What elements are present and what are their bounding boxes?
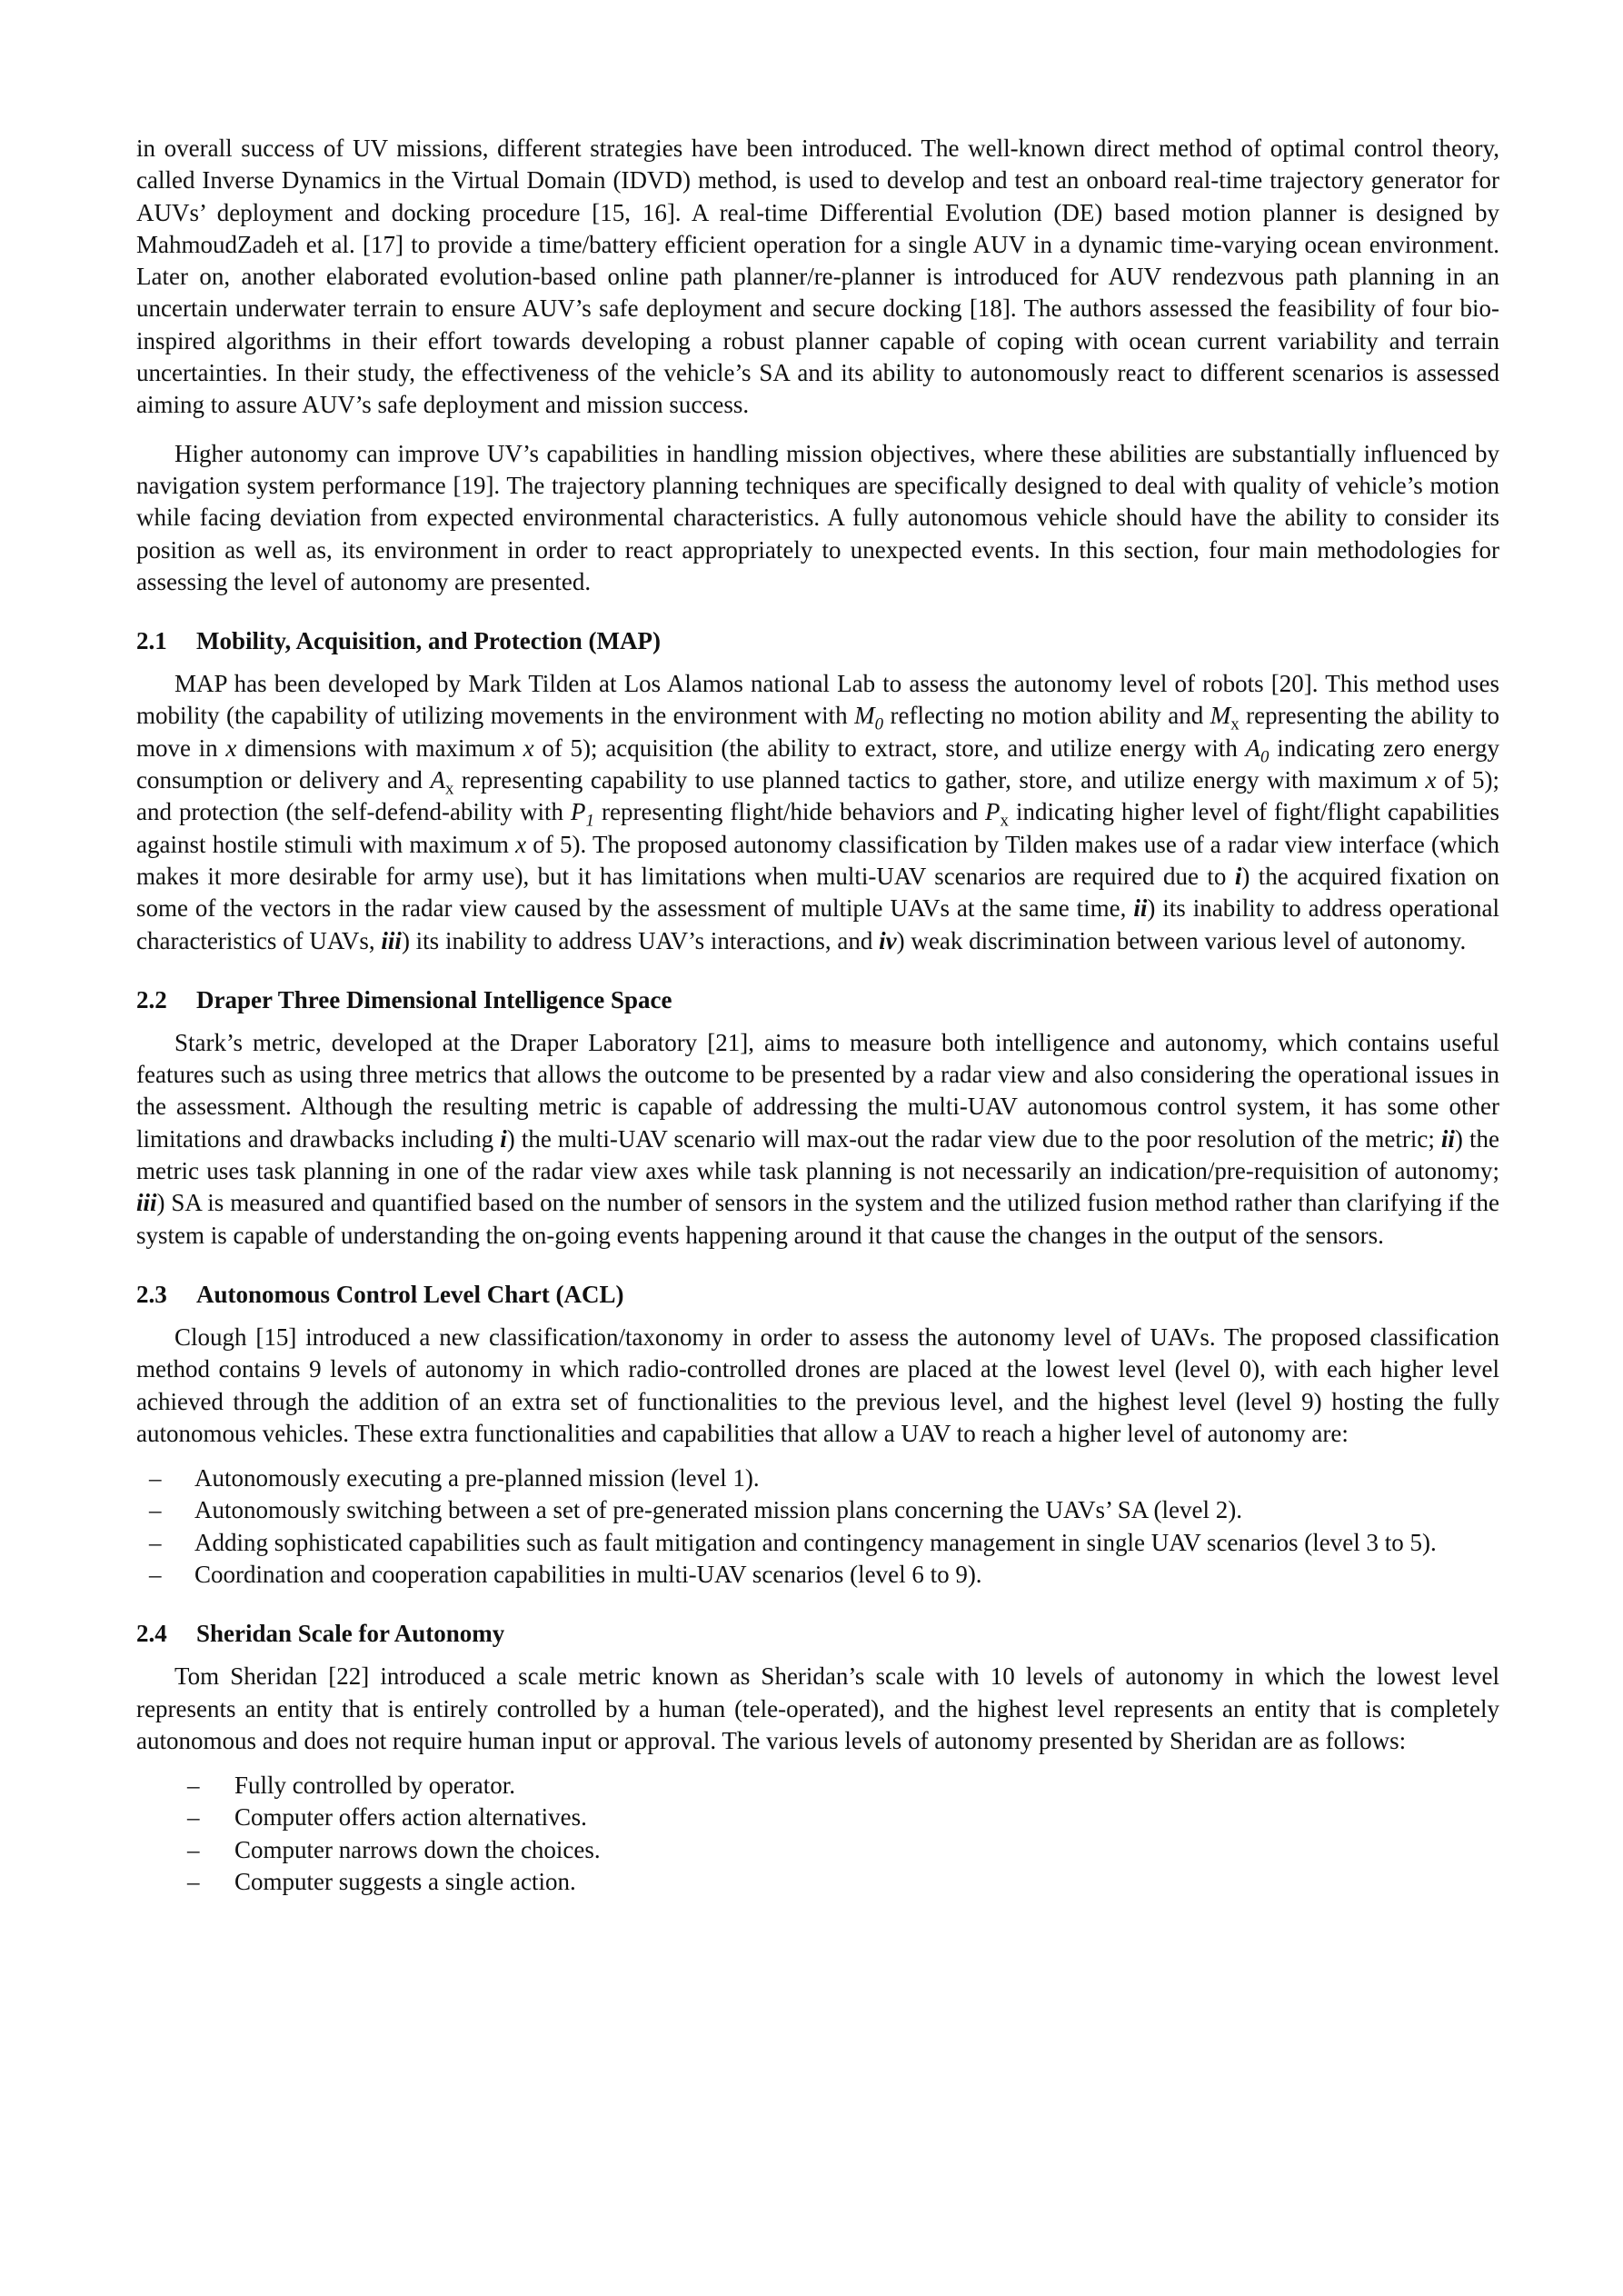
list-item: – Autonomously executing a pre-planned mission (level 1). [149,1464,760,1492]
list-item: – Computer suggests a single action. [187,1868,576,1896]
section-2-2 [136,984,1499,1252]
section-title: Autonomous Control Level Chart (ACL) [196,1280,624,1308]
section-number: 2.3 [136,1280,167,1308]
section-number: 2.4 [136,1620,167,1648]
section-heading [136,625,1499,657]
section-paragraph: Tom Sheridan [22] introduced a scale metric known as Sheridan’s scale with 10 levels of autonomy in which the lowest level represents an entity that is entirely controlled by a human (tele-operated), and the highest level represents an entity that is completely autonomous and does not require human input or approval. The various levels of autonomy presented by Sheridan are as follows: [136,1662,1499,1754]
section-title: Sheridan Scale for Autonomy [196,1620,505,1648]
section-number: 2.1 [136,627,167,655]
list-item: – Fully controlled by operator. [187,1772,515,1800]
section-title: Draper Three Dimensional Intelligence Space [196,985,672,1013]
section-2-4 [136,1618,1499,1898]
section-2-1 [136,625,1499,957]
section-heading [136,1618,1499,1650]
intro-paragraph-1: in overall success of UV missions, different strategies have been introduced. The well-known direct method of optimal control theory, called Inverse Dynamics in the Virtual Domain (IDVD) method, is used to develop and test an onboard real-time trajectory generator for AUVs’ deployment and docking procedure [15, 16]. A real-time Differential Evolution (DE) based motion planner is designed by MahmoudZadeh et al. [17] to provide a time/battery efficient operation for a single AUV in a dynamic time-varying ocean environment. Later on, another elaborated evolution-based online path planner/re-planner is introduced for AUV rendezvous path planning in an uncertain underwater terrain to ensure AUV’s safe deployment and secure docking [18]. The authors assessed the feasibility of four bio-inspired algorithms in their effort towards developing a robust planner capable of coping with ocean current variability and terrain uncertainties. In their study, the effectiveness of the vehicle’s SA and its ability to autonomously react to different scenarios is assessed aiming to assure AUV’s safe deployment and mission success. [136,135,1499,419]
bullet-list [136,1462,1499,1591]
list-item: – Autonomously switching between a set of pre-generated mission plans concerning the UAVs’ SA (level 2). [149,1496,1242,1524]
section-title: Mobility, Acquisition, and Protection (MAP) [196,627,661,655]
section-2-3 [136,1279,1499,1591]
list-item: – Computer offers action alternatives. [187,1803,587,1832]
section-heading [136,984,1499,1016]
list-item: – Adding sophisticated capabilities such as fault mitigation and contingency management in single UAV scenarios (level 3 to 5). [149,1528,1437,1556]
section-paragraph: Clough [15] introduced a new classification/taxonomy in order to assess the autonomy level of UAVs. The proposed classification method contains 9 levels of autonomy in which radio-controlled drones are placed at the lowest level (level 0), with each higher level achieved through the addition of an extra set of functionalities to the previous level, and the highest level (level 9) hosting the fully autonomous vehicles. These extra functionalities and capabilities that allow a UAV to reach a higher level of autonomy are: [136,1323,1499,1447]
bullet-list [136,1770,1499,1898]
section-heading [136,1279,1499,1311]
section-number: 2.2 [136,985,167,1013]
paper-page [136,133,1499,1898]
list-item: – Computer narrows down the choices. [187,1835,601,1863]
section-paragraph: Stark’s metric, developed at the Draper Laboratory [21], aims to measure both intelligence and autonomy, which contains useful features such as using three metrics that allows the outcome to be presented by a radar view and also considering the operational issues in the assessment. Although the resulting metric is capable of addressing the multi-UAV autonomous control system, it has some other limitations and drawbacks including i) the multi-UAV scenario will max-out the radar view due to the poor resolution of the metric; ii) the metric uses task planning in one of the radar view axes while task planning is not necessarily an indication/pre-requisition of autonomy; iii) SA is measured and quantified based on the number of sensors in the system and the utilized fusion method rather than clarifying if the system is capable of understanding the on-going events happening around it that cause the changes in the output of the sensors. [136,1028,1499,1249]
section-paragraph: MAP has been developed by Mark Tilden at Los Alamos national Lab to assess the autonomy level of robots [20]. This method uses mobility (the capability of utilizing movements in the environment with $M_0$ reflecting no motion ability and $M_x$ representing the ability to move in x dimensions with maximum x of 5); acquisition (the ability to extract, store, and utilize energy with $A_0$ indicating zero energy consumption or delivery and $A_x$ representing capability to use planned tactics to gather, store, and utilize energy with maximum x of 5); and protection (the self-defend-ability with $P_1$ representing flight/hide behaviors and $P_x$ indicating higher level of fight/flight capabilities against hostile stimuli with maximum x of 5). The proposed autonomy classification by Tilden makes use of a radar view interface (which makes it more desirable for army use), but it has limitations when multi-UAV scenarios are required due to i) the acquired fixation on some of the vectors in the radar view caused by the assessment of multiple UAVs at the same time, ii) its inability to address operational characteristics of UAVs, iii) its inability to address UAV’s interactions, and iv) weak discrimination between various level of autonomy. [136,670,1500,954]
intro-paragraph-2: Higher autonomy can improve UV’s capabilities in handling mission objectives, where these abilities are substantially influenced by navigation system performance [19]. The trajectory planning techniques are specifically designed to deal with quality of vehicle’s motion while facing deviation from expected environmental characteristics. A fully autonomous vehicle should have the ability to consider its position as well as, its environment in order to react appropriately to unexpected events. In this section, four main methodologies for assessing the level of autonomy are presented. [136,439,1499,595]
list-item: – Coordination and cooperation capabilities in multi-UAV scenarios (level 6 to 9). [149,1560,982,1588]
